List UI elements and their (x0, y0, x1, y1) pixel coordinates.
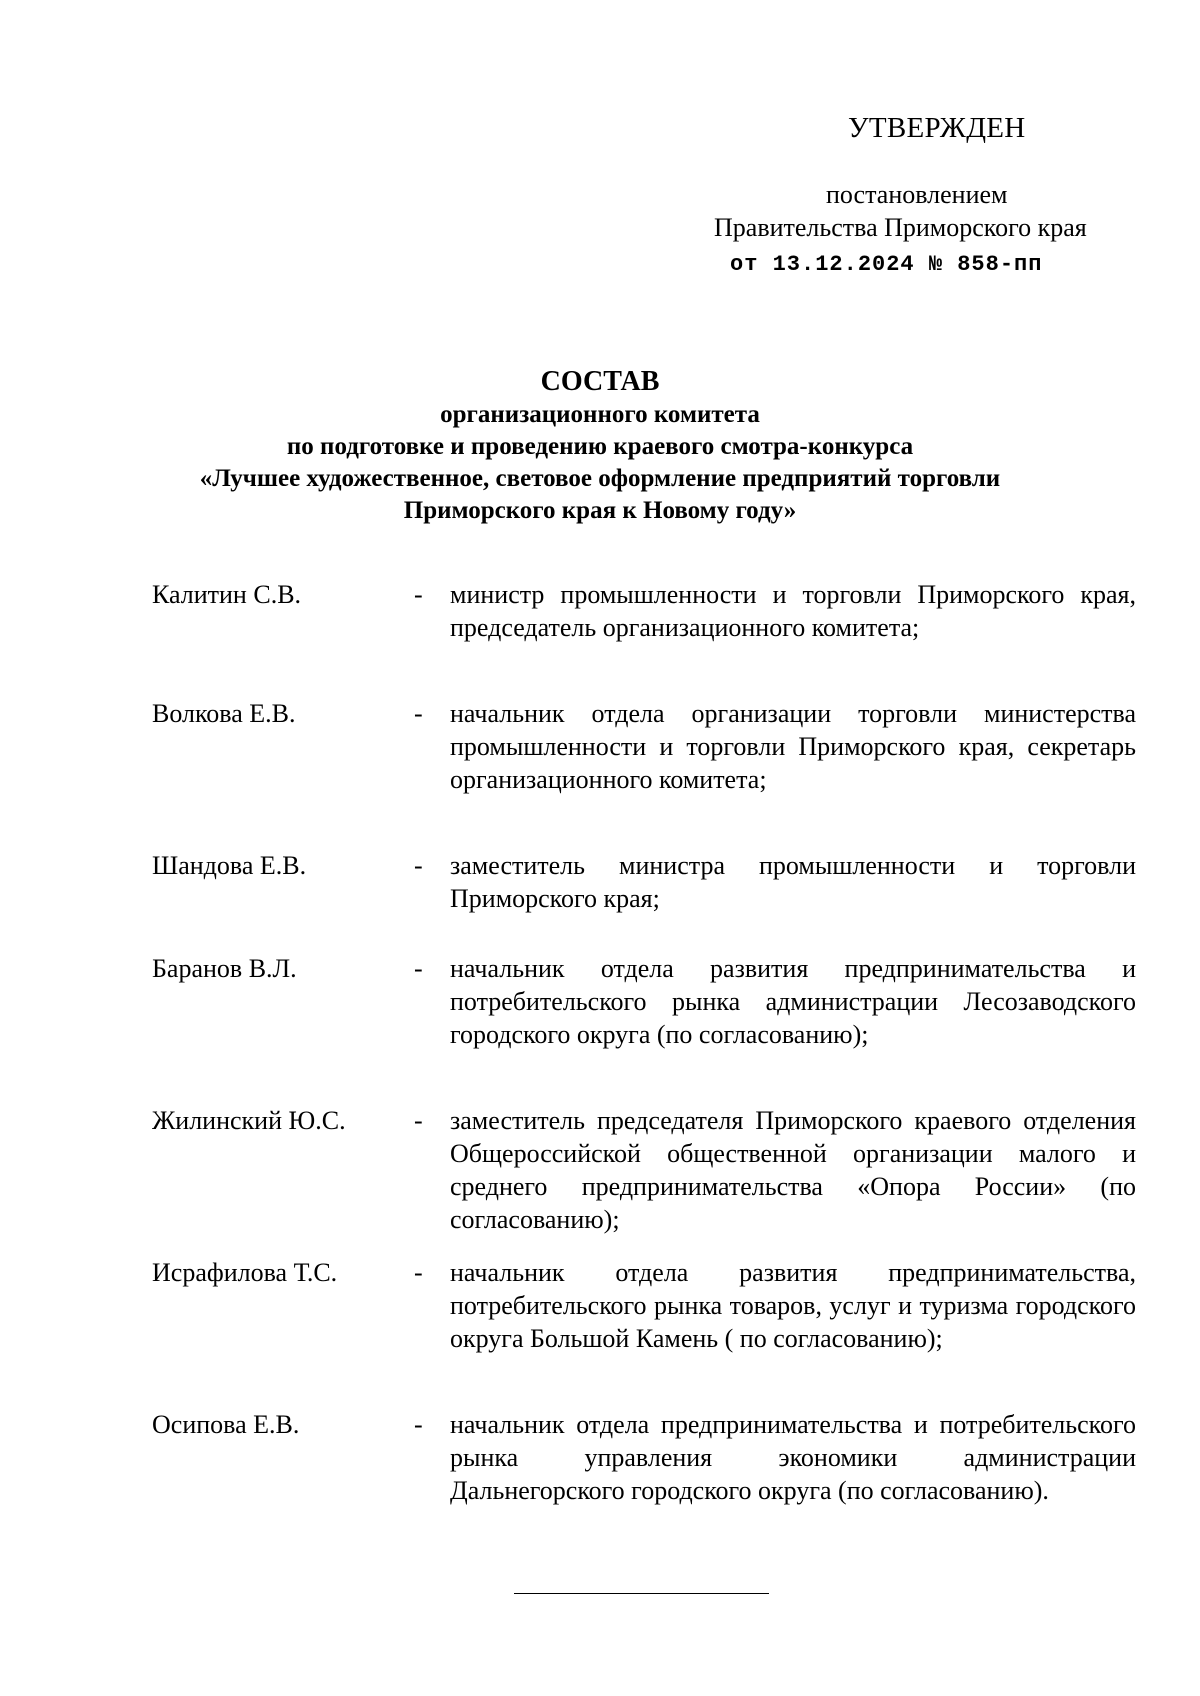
title-line-2: по подготовке и проведению краевого смотра-конкурса (286, 433, 914, 460)
member-dash: - (414, 1410, 423, 1439)
member-role: заместитель председателя Приморского краевого отделения Общероссийской общественной организации малого и среднего предпринимательства «Опора России» (по согласованию); (450, 1106, 1136, 1234)
member-name: Волкова Е.В. (152, 699, 296, 728)
end-of-list-rule (514, 1593, 769, 1594)
decree-reference-line2: Правительства Приморского края (714, 213, 1087, 242)
document-title (0, 365, 1200, 527)
decree-reference-line1: постановлением (826, 180, 1008, 209)
member-name: Жилинский Ю.С. (152, 1106, 346, 1135)
member-dash: - (414, 954, 423, 983)
member-name: Баранов В.Л. (152, 954, 297, 983)
member-dash: - (414, 580, 423, 609)
title-line-4: Приморского края к Новому году» (403, 497, 797, 524)
title-main: СОСТАВ (540, 366, 660, 397)
member-dash: - (414, 1258, 423, 1287)
member-role: министр промышленности и торговли Приморского края, председатель организационного комитета; (450, 580, 1136, 642)
decree-date-number: от 13.12.2024 № 858-пп (730, 252, 1043, 277)
member-name: Исрафилова Т.С. (152, 1258, 338, 1287)
approved-heading: УТВЕРЖДЕН (848, 112, 1026, 144)
member-dash: - (414, 1106, 423, 1135)
member-name: Осипова Е.В. (152, 1410, 300, 1439)
member-dash: - (414, 851, 423, 880)
title-line-1: организационного комитета (440, 401, 760, 428)
member-role: начальник отдела развития предпринимательства и потребительского рынка администрации Лесозаводского городского округа (по согласованию); (450, 954, 1136, 1049)
member-name: Калитин С.В. (152, 580, 302, 609)
member-dash: - (414, 699, 423, 728)
member-role: начальник отдела развития предпринимательства, потребительского рынка товаров, услуг и туризма городского округа Большой Камень ( по согласованию); (450, 1258, 1136, 1353)
title-line-3: «Лучшее художественное, световое оформление предприятий торговли (199, 465, 1001, 492)
member-role: начальник отдела предпринимательства и потребительского рынка управления экономики администрации Дальнегорского городского округа (по согласованию). (450, 1410, 1136, 1505)
member-name: Шандова Е.В. (152, 851, 307, 880)
member-role: заместитель министра промышленности и торговли Приморского края; (450, 851, 1136, 913)
member-role: начальник отдела организации торговли министерства промышленности и торговли Приморского края, секретарь организационного комитета; (450, 699, 1136, 794)
